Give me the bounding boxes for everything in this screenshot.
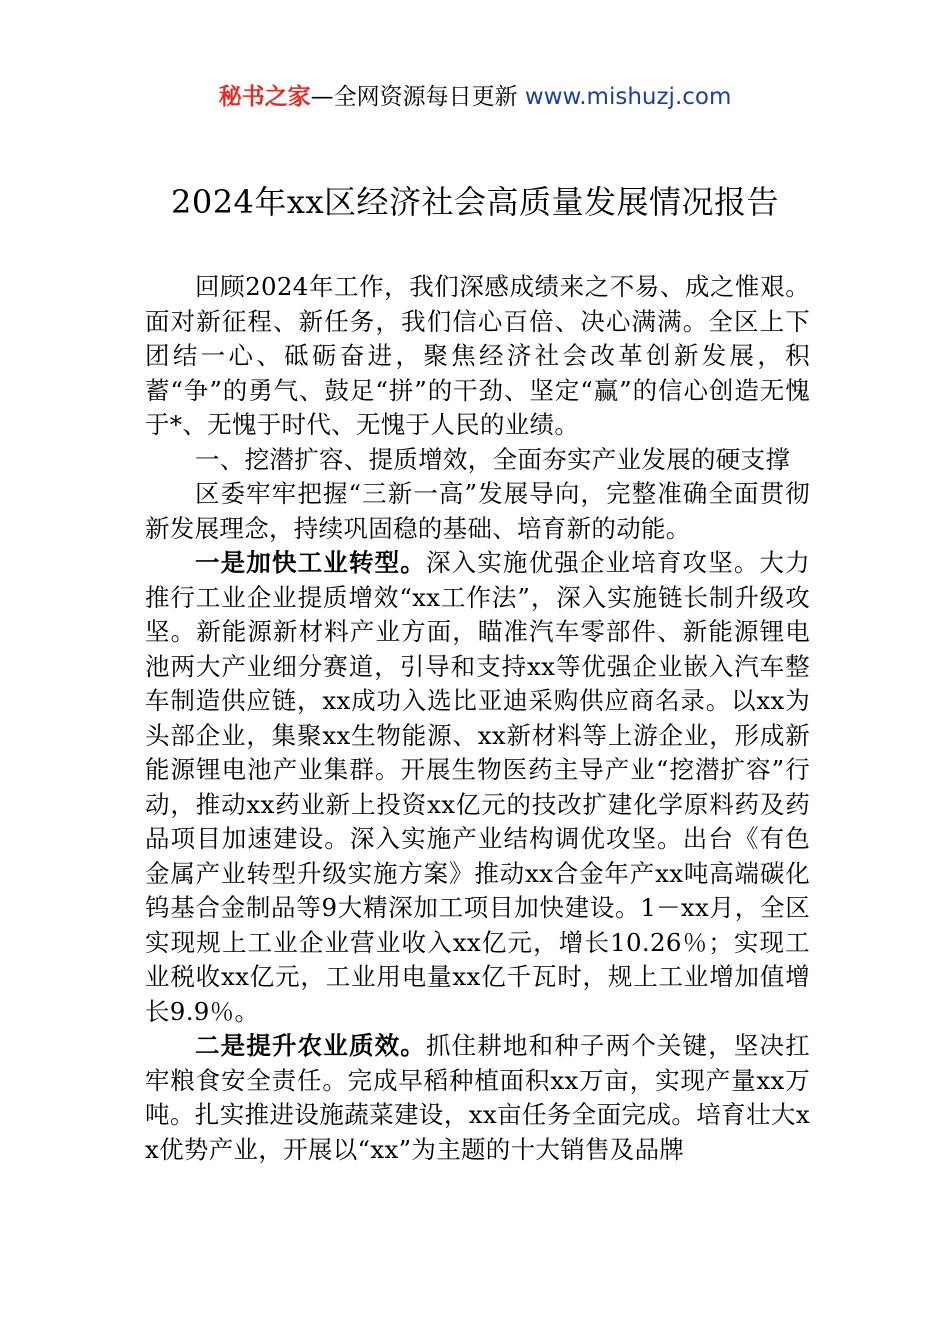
paragraph-agriculture	[145, 1029, 810, 1167]
site-url-link[interactable]: www.mishuzj.com	[524, 84, 732, 110]
paragraph-text: 回顾2024年工作，我们深感成绩来之不易、成之惟艰。面对新征程、新任务，我们信心百倍、决心满满。全区上下团结一心、砥砺奋进，聚焦经济社会改革创新发展，积蓄“争”的勇气、鼓足“拼”的干劲、坚定“赢”的信心创造无愧于*、无愧于时代、无愧于人民的业绩。	[145, 272, 810, 439]
brand-name: 秘书之家	[218, 84, 311, 110]
paragraph-text: 抓住耕地和种子两个关键，坚决扛牢粮食安全责任。完成早稻种植面积xx万亩，实现产量xx万吨。扎实推进设施蔬菜建设，xx亩任务全面完成。培育壮大xx优势产业，开展以“xx”为主题的十大销售及品牌	[145, 1031, 811, 1164]
paragraph-text: 区委牢牢把握“三新一高”发展导向，完整准确全面贯彻新发展理念，持续巩固稳的基础、培育新的动能。	[145, 479, 810, 543]
paragraph-section-intro	[145, 477, 810, 546]
site-header	[0, 80, 950, 114]
document-body	[145, 270, 810, 1167]
paragraph-text: 深入实施优强企业培育攻坚。大力推行工业企业提质增效“xx工作法”，深入实施链长制升级攻坚。新能源新材料产业方面，瞄准汽车零部件、新能源锂电池两大产业细分赛道，引导和支持xx等优强企业嵌入汽车整车制造供应链，xx成功入选比亚迪采购供应商名录。以xx为头部企业，集聚xx生物能源、xx新材料等上游企业，形成新能源锂电池产业集群。开展生物医药主导产业“挖潜扩容”行动，推动xx药业新上投资xx亿元的技改扩建化学原料药及药品项目加速建设。深入实施产业结构调优攻坚。出台《有色金属产业转型升级实施方案》推动xx合金年产xx吨高端碳化钨基合金制品等9大精深加工项目加快建设。1－xx月，全区实现规上工业企业营业收入xx亿元，增长10.26％；实现工业税收xx亿元，工业用电量xx亿千瓦时，规上工业增加值增长9.9％。	[145, 548, 811, 1026]
section-heading	[145, 443, 810, 478]
paragraph-intro	[145, 270, 810, 443]
document-title: 2024年xx区经济社会高质量发展情况报告	[170, 183, 780, 221]
paragraph-industry	[145, 546, 810, 1029]
paragraph-text: 一、挖潜扩容、提质增效，全面夯实产业发展的硬支撑	[195, 444, 791, 474]
paragraph-lead: 二是提升农业质效。	[195, 1031, 426, 1060]
header-tagline: —全网资源每日更新	[310, 84, 525, 110]
paragraph-lead: 一是加快工业转型。	[195, 548, 426, 577]
